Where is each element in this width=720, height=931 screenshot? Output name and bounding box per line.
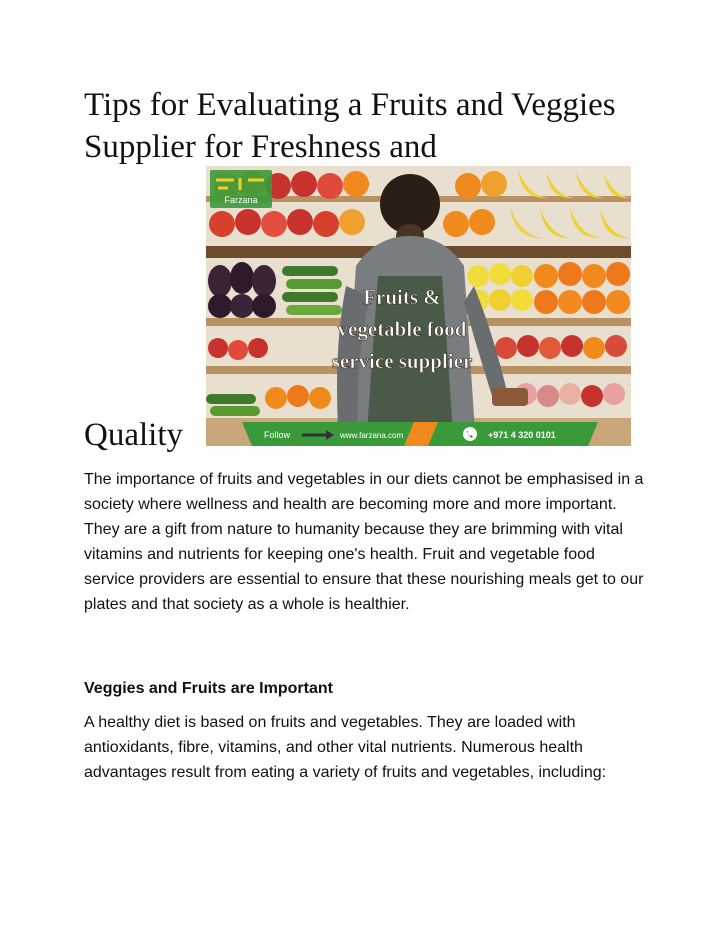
document-title: Tips for Evaluating a Fruits and Veggies Supplier for Freshness and (84, 87, 616, 165)
headline-line-1: Fruits & (363, 285, 441, 309)
phone-icon (463, 427, 477, 441)
logo-text: Farzana (224, 195, 258, 205)
banner-illustration (206, 166, 631, 446)
headline-line-2: vegetable food (337, 317, 467, 341)
website-text: www.farzana.com (340, 431, 404, 440)
contact-bar (242, 422, 598, 446)
headline-line-3: service supplier (331, 349, 473, 373)
follow-label: Follow (264, 430, 291, 440)
section-paragraph: A healthy diet is based on fruits and vegetables. They are loaded with antioxidants, fibre, vitamins, and other vital nutrients. Numerous health advantages result from eating a variety of fruits and vegetables, including: (84, 714, 607, 781)
document-title-continued: Quality (84, 417, 183, 453)
phone-text: +971 4 320 0101 (488, 430, 556, 440)
eggplant-bin (208, 262, 276, 318)
banner-image (206, 166, 631, 446)
intro-paragraph: The importance of fruits and vegetables in our diets cannot be emphasised in a society where wellness and health are becoming more and more important. They are a gift from nature to humanity because they are brimming with vital vitamins and nutrients for keeping one's health. Fruit and vegetable food service providers are essential to ensure that these nourishing meals get to our plates and that society as a whole is healthier. (84, 471, 644, 613)
brand-logo (210, 170, 272, 208)
section-heading: Veggies and Fruits are Important (84, 680, 333, 697)
